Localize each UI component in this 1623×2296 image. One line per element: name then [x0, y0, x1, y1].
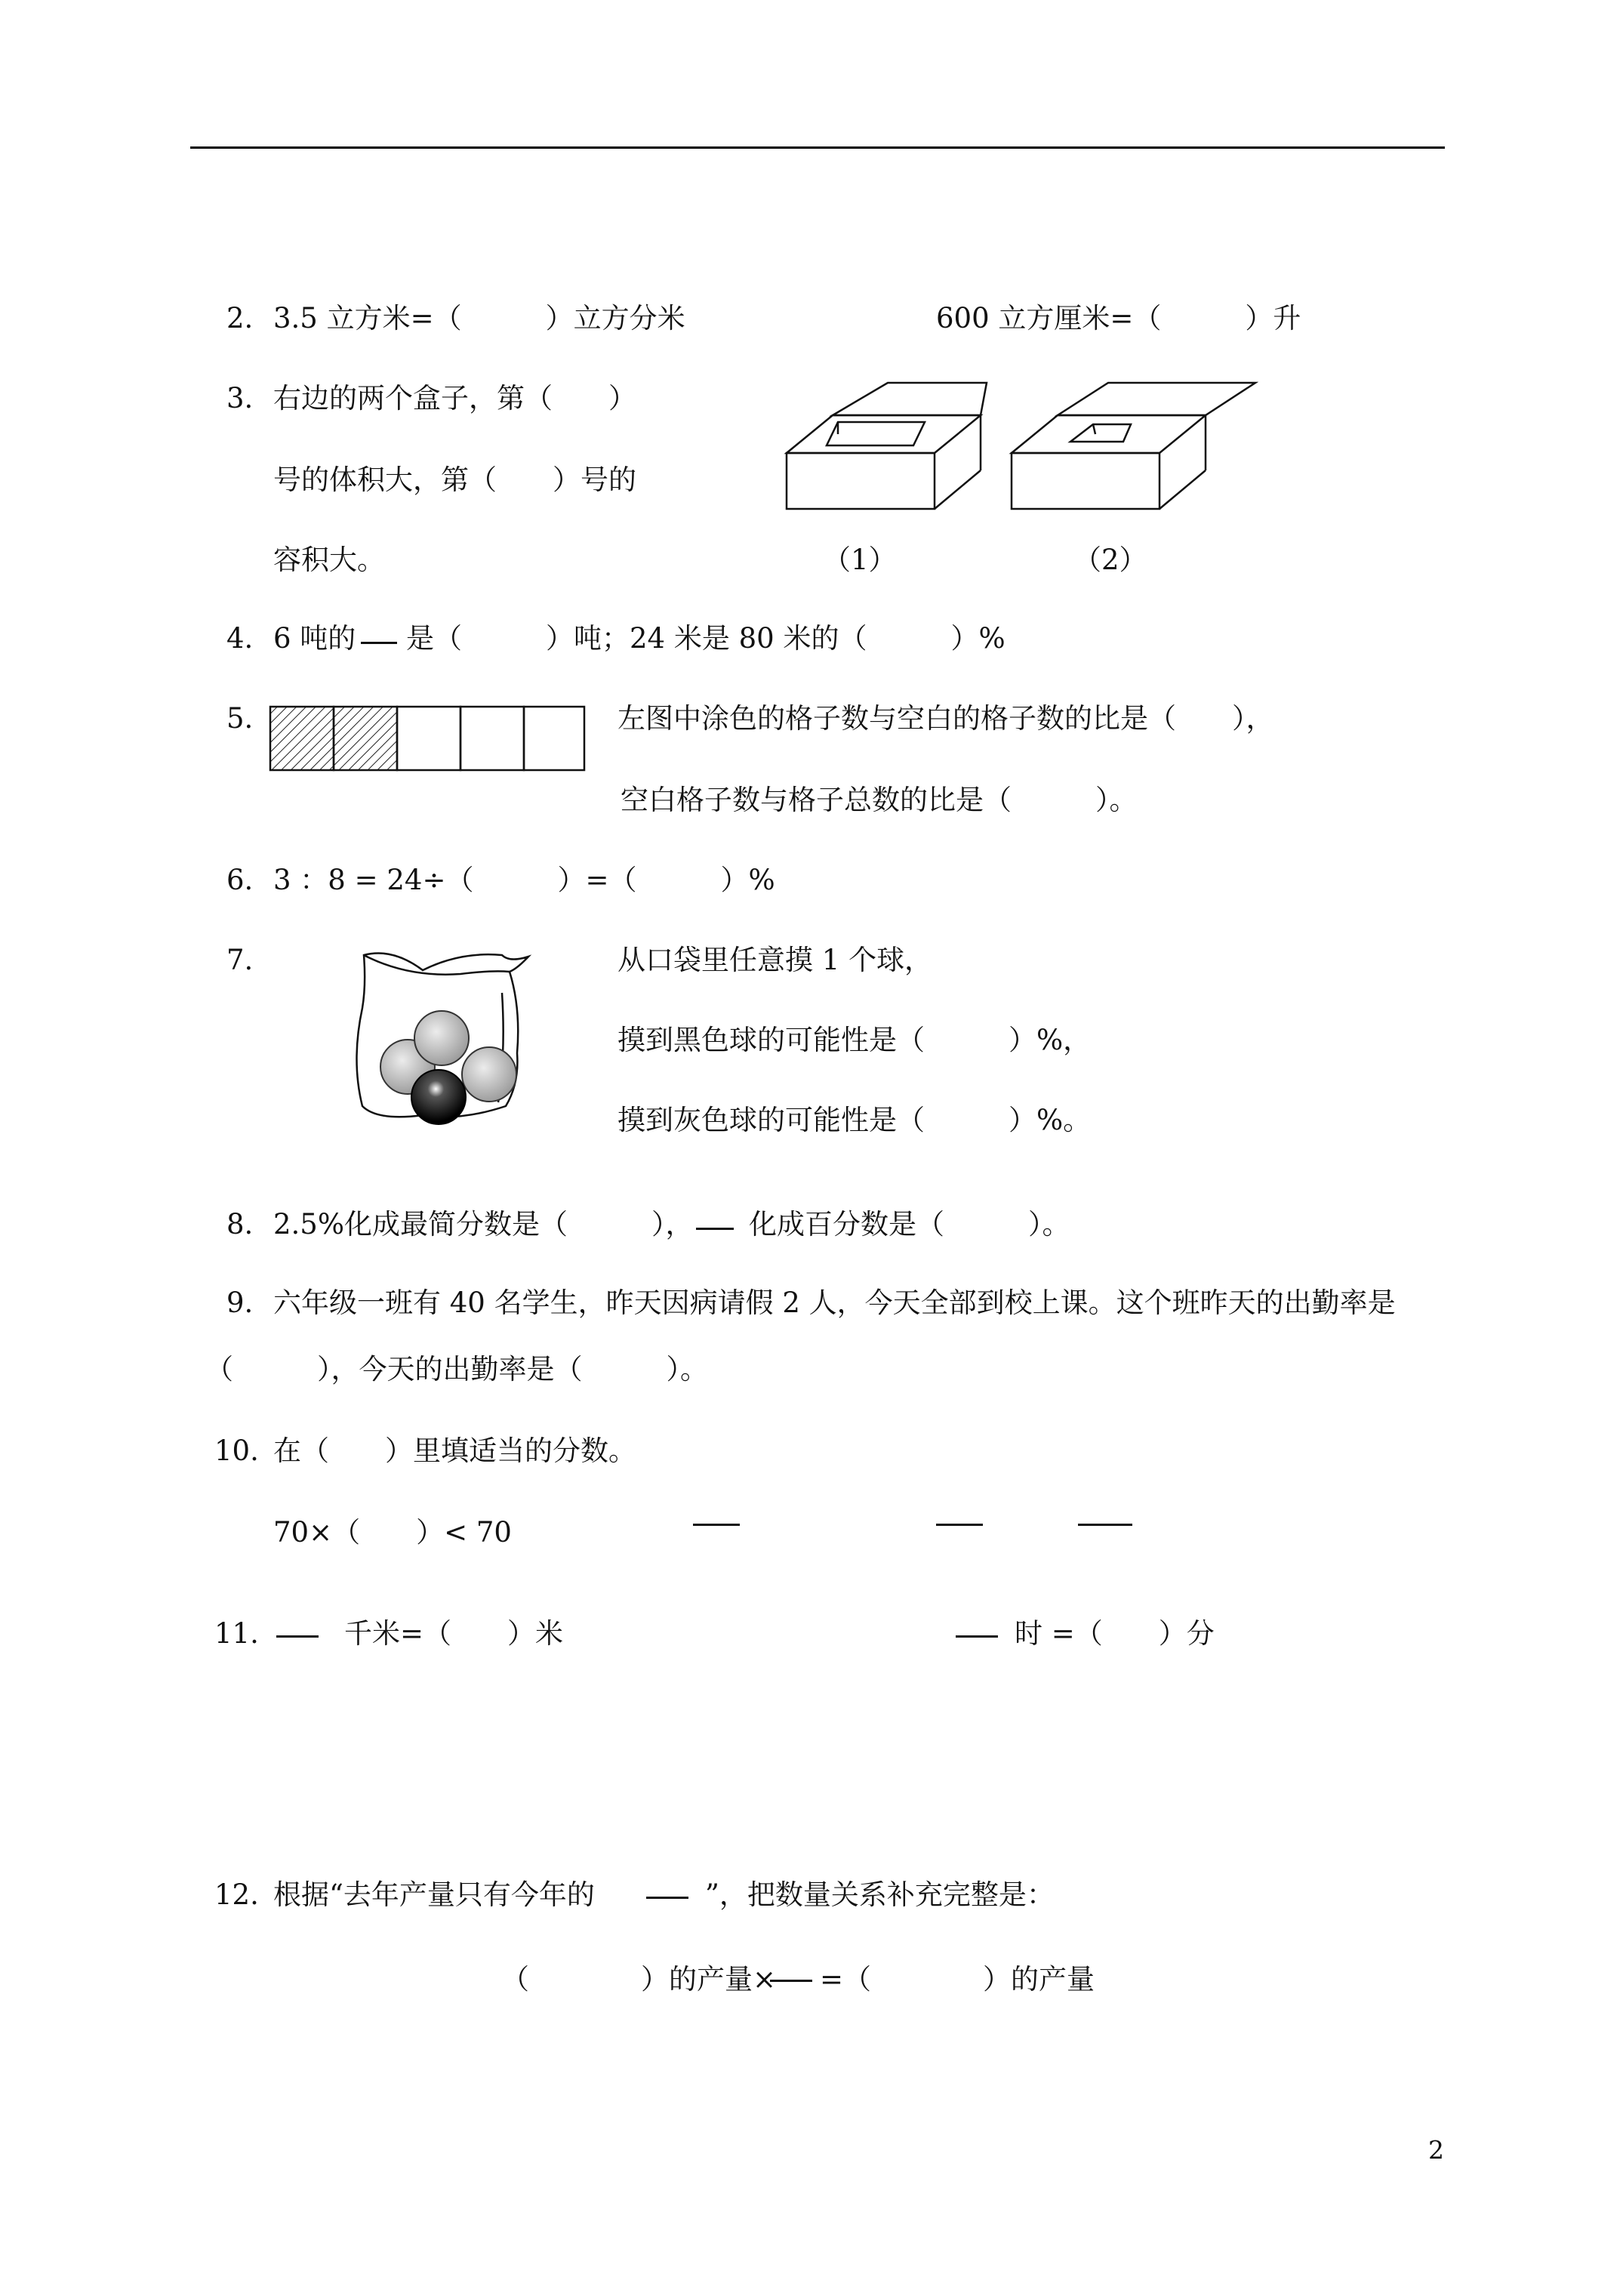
q3-number: 3. [226, 382, 254, 415]
q12-number: 12. [214, 1878, 259, 1911]
box-2-illustration [1010, 381, 1259, 513]
q12-line2-b: =（ ）的产量 [820, 1963, 1095, 1996]
q9-number: 9. [226, 1287, 254, 1319]
q10-line2: 70×（ ）< 70 [273, 1516, 512, 1549]
black-ball [411, 1070, 466, 1124]
q11-part-a: 千米=（ ）米 [344, 1617, 564, 1650]
q3-line2: 号的体积大，第（ ）号的 [273, 464, 636, 496]
q12-line1-b: ”，把数量关系补充完整是： [705, 1878, 1055, 1911]
q2-number: 2. [226, 302, 254, 334]
grid-cell-shaded [334, 707, 397, 770]
header-rule [190, 146, 1445, 149]
gray-ball [414, 1011, 469, 1065]
q11-fraction-bar [956, 1635, 998, 1638]
q7-line3: 摸到灰色球的可能性是（ ）%。 [617, 1104, 1092, 1136]
grid-cell-shaded [270, 707, 334, 770]
q10-number: 10. [214, 1435, 259, 1467]
q7-number: 7. [226, 944, 254, 976]
box-2-label: （2） [1073, 544, 1147, 576]
box-1-label: （1） [823, 544, 897, 576]
q10-fraction-bar [936, 1524, 983, 1526]
gray-ball [462, 1047, 516, 1102]
q10-fraction-bar [1078, 1524, 1132, 1526]
q8-fraction-bar [696, 1228, 734, 1230]
q11-part-b: 时 =（ ）分 [1015, 1617, 1215, 1650]
q8-number: 8. [226, 1208, 254, 1240]
q6-text: 3 ：8 = 24÷（ ）=（ ）% [273, 864, 775, 896]
q8-part-a: 2.5%化成最简分数是（ ）， [273, 1208, 694, 1240]
q4-number: 4. [226, 622, 254, 655]
q5-line2: 空白格子数与格子总数的比是（ ）。 [621, 784, 1138, 816]
q10-line1: 在（ ）里填适当的分数。 [273, 1435, 636, 1467]
q4-part-a: 6 吨的 [273, 622, 356, 655]
page-number: 2 [1428, 2135, 1444, 2165]
q8-part-b: 化成百分数是（ ）。 [749, 1208, 1070, 1240]
q11-fraction-bar [276, 1635, 319, 1638]
q10-fraction-bar [693, 1524, 740, 1526]
grid-diagram [269, 705, 586, 773]
q4-fraction-bar [361, 642, 397, 644]
q7-line1: 从口袋里任意摸 1 个球， [617, 944, 933, 976]
q12-fraction-bar [646, 1897, 688, 1899]
q6-number: 6. [226, 864, 254, 896]
ball-bag-illustration [347, 948, 544, 1129]
q12-line1-a: 根据“去年产量只有今年的 [273, 1878, 595, 1911]
q5-line1: 左图中涂色的格子数与空白的格子数的比是（ ）， [617, 702, 1274, 735]
q7-line2: 摸到黑色球的可能性是（ ）%， [617, 1024, 1092, 1056]
q12-line2-a: （ ）的产量× [501, 1963, 777, 1996]
q3-line1: 右边的两个盒子，第（ ） [273, 382, 636, 415]
q9-line2: （ ），今天的出勤率是（ ）。 [205, 1353, 708, 1385]
q9-line1: 六年级一班有 40 名学生，昨天因病请假 2 人，今天全部到校上课。这个班昨天的出勤率是 [273, 1287, 1396, 1319]
q3-line3: 容积大。 [273, 544, 385, 576]
q2-part-b: 600 立方厘米=（ ）升 [936, 302, 1301, 334]
q12-fraction-bar [770, 1980, 812, 1982]
q11-number: 11. [214, 1617, 259, 1650]
q5-number: 5. [226, 702, 254, 735]
q4-part-b: 是（ ）吨；24 米是 80 米的（ ）% [406, 622, 1006, 655]
box-1-illustration [785, 381, 1004, 513]
q2-part-a: 3.5 立方米=（ ）立方分米 [273, 302, 685, 334]
